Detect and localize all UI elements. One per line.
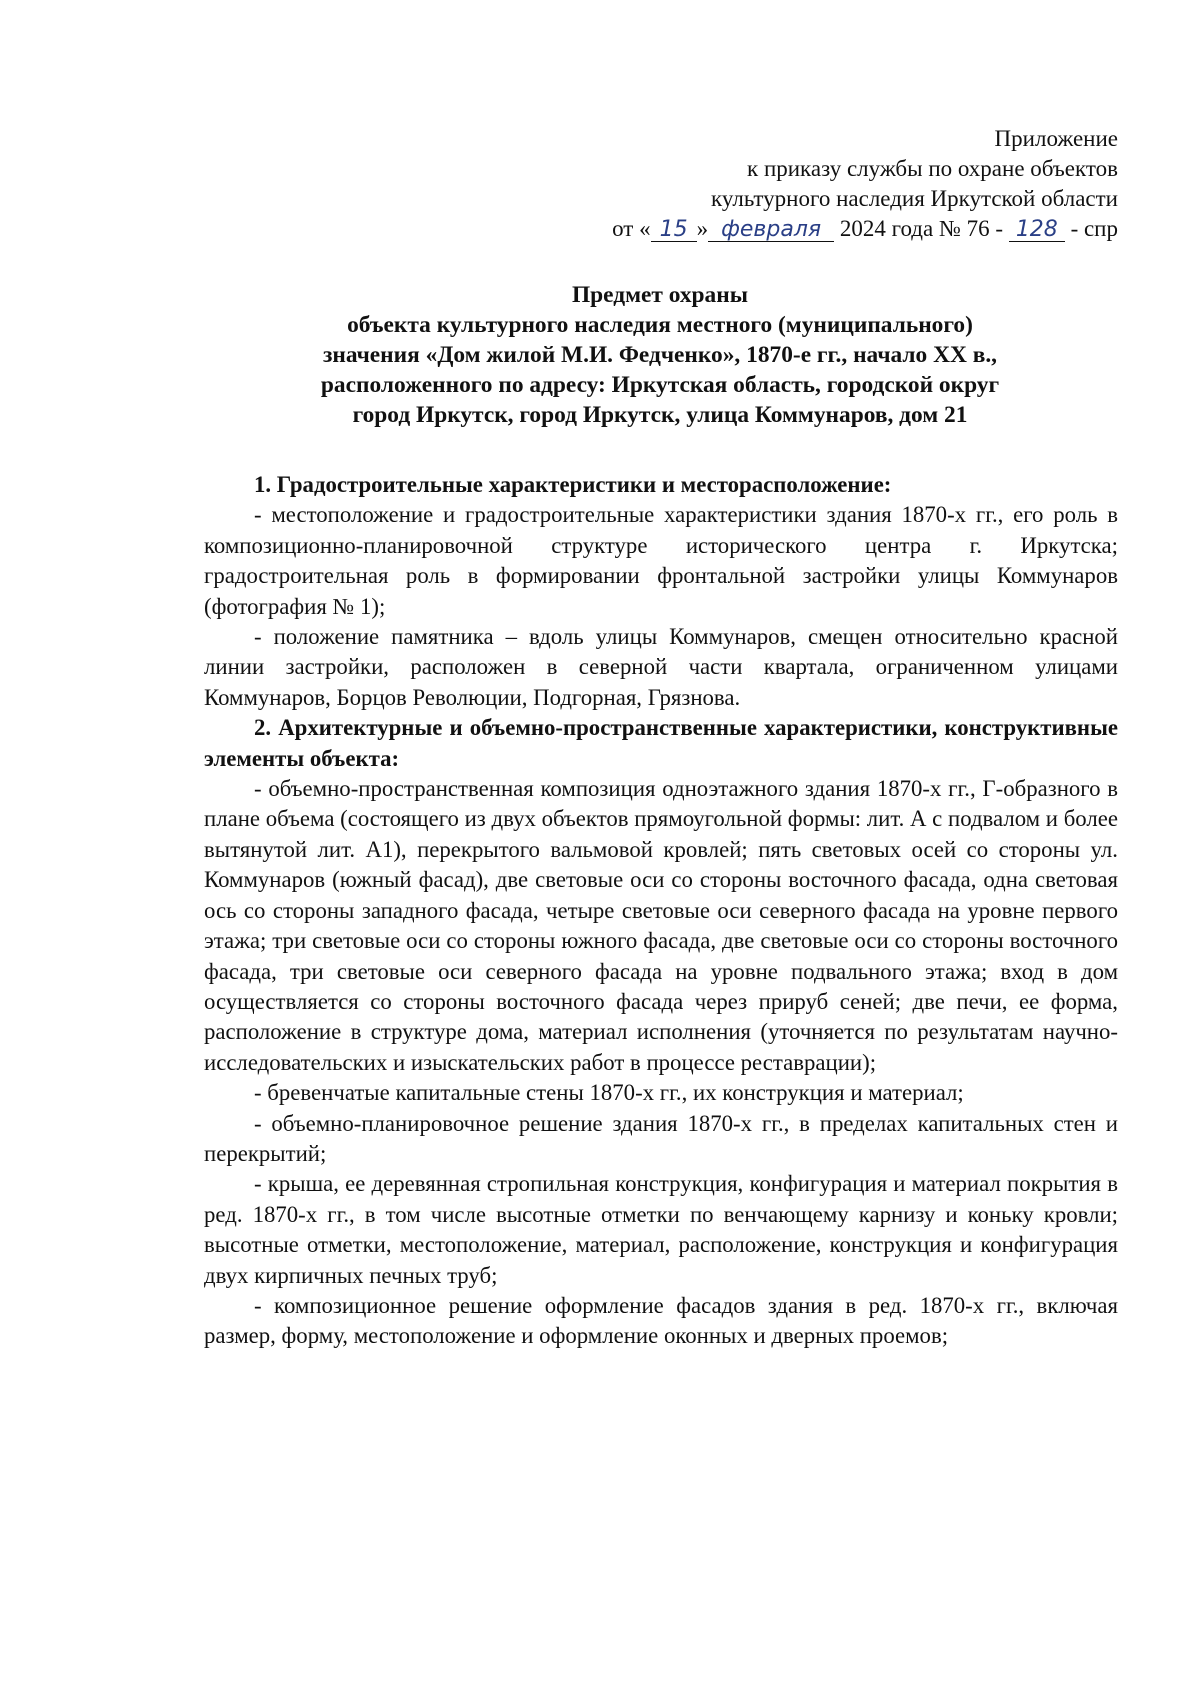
order-reference-line: к приказу службы по охране объектов <box>747 156 1118 181</box>
body-paragraph: - композиционное решение оформление фасадов здания в ред. 1870-х гг., включая размер, форму, местоположение и оформление оконных и дверных проемов; <box>204 1292 1118 1349</box>
appendix-label: Приложение <box>994 126 1118 151</box>
date-mid: » <box>696 216 709 241</box>
document-title <box>200 280 1120 430</box>
month-handwritten: февраля <box>721 217 822 242</box>
body-paragraph: - объемно-пространственная композиция одноэтажного здания 1870-х гг., Г-образного в плане объема (состоящего из двух объектов прямоугольной формы: лит. А с подвалом и более вытянутой лит. А1), перекрытого вальмовой кровлей; пять световых осей со стороны ул. Коммунаров (южный фасад), две световые оси со стороны восточного фасада, одна световая ось со стороны западного фасада, четыре световые оси северного фасада на уровне первого этажа; три световые оси со стороны южного фасада, две световые оси со стороны восточного фасада, три световые оси северного фасада на уровне подвального этажа; вход в дом осуществляется со стороны восточного фасада через прируб сеней; две печи, ее форма, расположение в структуре дома, материал исполнения (уточняется по результатам научно-исследовательских и изыскательских работ в процессе реставрации); <box>204 776 1119 1075</box>
order-date-line <box>612 214 1118 244</box>
title-line-4: расположенного по адресу: Иркутская область, городской округ <box>320 372 1000 398</box>
number-suffix: - спр <box>1070 216 1118 241</box>
day-handwritten: 15 <box>659 217 688 242</box>
body-paragraph: - местоположение и градостроительные характеристики здания 1870-х гг., его роль в композиционно-планировочной структуре исторического центра г. Иркутска; градостроительная роль в формировании фронтальной застройки улицы Коммунаров (фотография № 1); <box>204 502 1118 619</box>
section-heading: 2. Архитектурные и объемно-пространственные характеристики, конструктивные элементы объекта: <box>204 715 1118 771</box>
date-prefix: от « <box>612 216 651 241</box>
body-paragraph: - объемно-планировочное решение здания 1870-х гг., в пределах капитальных стен и перекрытий; <box>204 1110 1118 1166</box>
number-handwritten: 128 <box>1015 217 1058 242</box>
authority-line: культурного наследия Иркутской области <box>711 186 1118 211</box>
section-heading: 1. Градостроительные характеристики и месторасположение: <box>254 472 892 497</box>
document-body <box>204 470 1118 1352</box>
body-paragraph: - положение памятника – вдоль улицы Коммунаров, смещен относительно красной линии застройки, расположен в северной части квартала, ограниченном улицами Коммунаров, Борцов Революции, Подгорная, Грязнова. <box>204 624 1118 710</box>
day-field <box>651 218 697 242</box>
title-line-3: значения «Дом жилой М.И. Федченко», 1870-е гг., начало XX в., <box>322 342 998 368</box>
month-field <box>708 218 834 242</box>
body-paragraph: - крыша, ее деревянная стропильная конструкция, конфигурация и материал покрытия в ред. 1870-х гг., в том числе высотные отметки по венчающему карнизу и коньку кровли; высотные отметки, местоположение, материал, расположение, конструкция и конфигурация двух кирпичных печных труб; <box>204 1171 1118 1288</box>
title-line-5: город Иркутск, город Иркутск, улица Коммунаров, дом 21 <box>352 402 968 428</box>
title-line-2: объекта культурного наследия местного (муниципального) <box>347 312 973 338</box>
body-paragraph: - бревенчатые капитальные стены 1870-х гг., их конструкция и материал; <box>254 1080 964 1106</box>
date-suffix: 2024 года № 76 - <box>839 216 1004 241</box>
appendix-header <box>612 124 1118 244</box>
title-line-1: Предмет охраны <box>571 282 748 308</box>
number-field <box>1009 218 1065 242</box>
